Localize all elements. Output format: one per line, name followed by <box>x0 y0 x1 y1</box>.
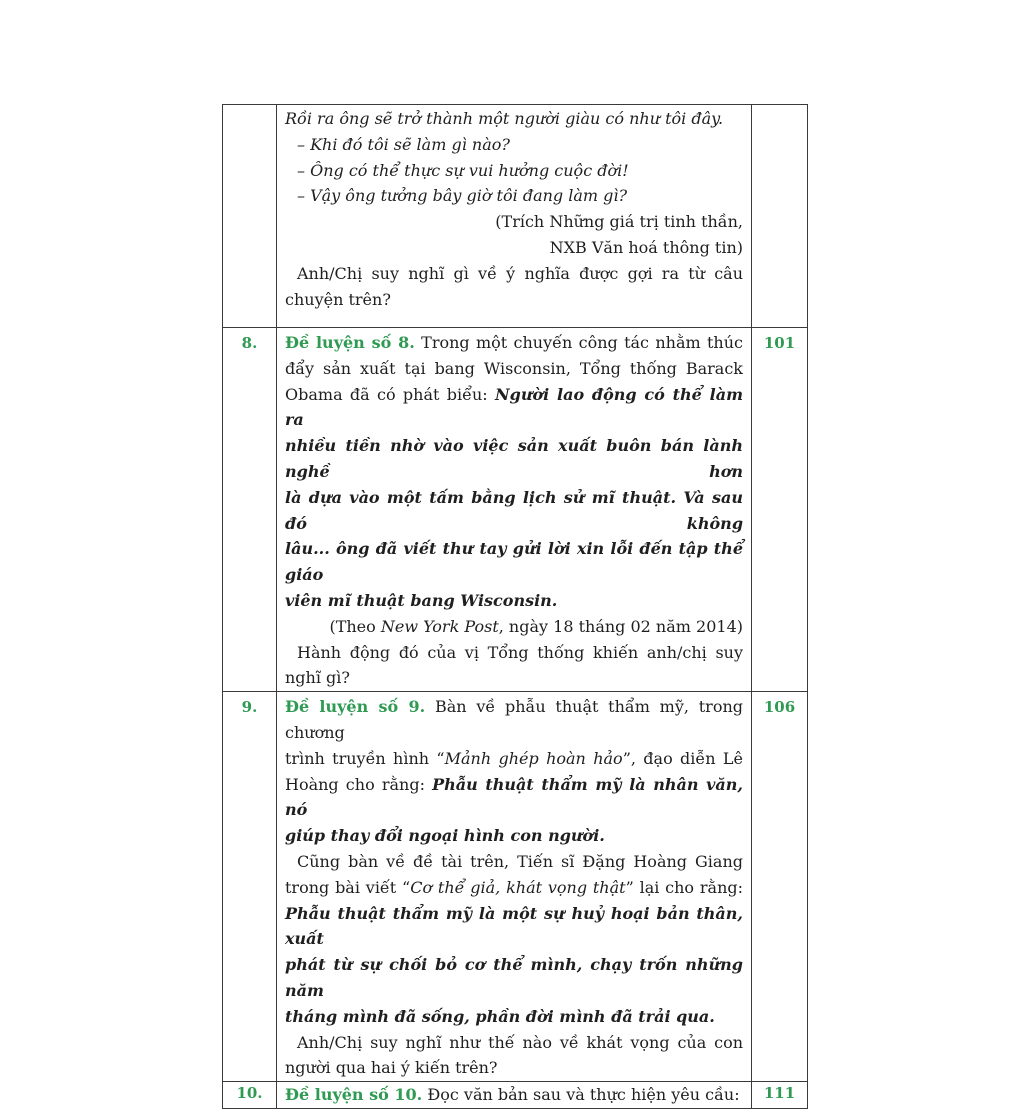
exercise-content <box>277 1082 752 1109</box>
exercise-content <box>277 692 752 1082</box>
table-row <box>223 105 808 328</box>
publisher-text: NXB Văn hoá thông tin) <box>549 237 743 257</box>
page-number: 111 <box>752 1082 808 1109</box>
page-number <box>752 105 808 328</box>
source-citation <box>285 614 743 640</box>
question-line: Hành động đó của vị Tổng thống khiến anh/chị suy <box>297 642 743 662</box>
citation-source: New York Post <box>380 616 499 636</box>
text-span: trình truyền hình “ <box>285 748 445 768</box>
question-line: người qua hai ý kiến trên? <box>285 1058 498 1078</box>
program-title: Mảnh ghép hoàn hảo <box>444 748 623 768</box>
quote-line: lâu... ông đã viết thư tay gửi lời xin lỗi đến tập thể giáo <box>285 539 743 585</box>
quote-line: là dựa vào một tấm bằng lịch sử mĩ thuật. Và sau đó không <box>285 487 743 533</box>
question-line: Anh/Chị suy nghĩ gì về ý nghĩa được gợi ra từ câu <box>297 263 743 283</box>
text-line: Rồi ra ông sẽ trở thành một người giàu có như tôi đây. <box>285 109 724 128</box>
quote-line: Phẫu thuật thẩm mỹ là một sự huỷ hoại bản thân, xuất <box>285 903 743 949</box>
text-line: – Vậy ông tưởng bây giờ tôi đang làm gì? <box>297 186 628 206</box>
quote-line: tháng mình đã sống, phần đời mình đã trải qua. <box>285 1006 715 1026</box>
page-number: 101 <box>752 328 808 692</box>
citation-text: (Theo <box>329 616 376 636</box>
citation-date: , ngày 18 tháng 02 năm 2014) <box>498 616 743 636</box>
quote-line: viên mĩ thuật bang Wisconsin. <box>285 590 558 610</box>
exercise-number: 8. <box>223 328 277 692</box>
quote-span: Phẫu thuật thẩm mỹ là nhân văn, nó <box>285 774 744 820</box>
table-row <box>223 1082 808 1109</box>
text-line <box>285 746 743 772</box>
source-citation <box>285 209 743 235</box>
text-line <box>285 330 743 356</box>
question-line: chuyện trên? <box>285 289 391 309</box>
table-row <box>223 328 808 692</box>
text-line <box>285 1082 743 1108</box>
quote-span: Người lao động có thể làm ra <box>285 384 743 430</box>
text-span: Hoàng cho rằng: <box>285 774 425 794</box>
quote-line: nhiều tiền nhờ vào việc sản xuất buôn bán lành nghề hơn <box>285 436 743 481</box>
text-line: đẩy sản xuất tại bang Wisconsin, Tổng thống Barack <box>285 358 743 378</box>
quote-line: phát từ sự chối bỏ cơ thể mình, chạy trốn những năm <box>285 955 743 1000</box>
exercise-table <box>222 104 808 1109</box>
text-span: trong bài viết “ <box>285 877 411 897</box>
question-line: Anh/Chị suy nghĩ như thế nào về khát vọng của con <box>297 1032 743 1052</box>
quote-line: giúp thay đổi ngoại hình con người. <box>285 826 605 846</box>
text-line <box>285 875 743 901</box>
publisher <box>285 235 743 261</box>
exercise-number: 9. <box>223 692 277 1082</box>
text-line <box>285 382 743 434</box>
text-line: – Ông có thể thực sự vui hưởng cuộc đời! <box>297 160 629 180</box>
question-line: nghĩ gì? <box>285 668 350 688</box>
text-span: Bàn về phẫu thuật thẩm mỹ, trong chương <box>285 697 744 742</box>
exercise-title: Đề luyện số 10. <box>285 1085 423 1105</box>
text-span: Đọc văn bản sau và thực hiện yêu cầu: <box>427 1085 740 1105</box>
page-number: 106 <box>752 692 808 1082</box>
text-line: Cũng bàn về đề tài trên, Tiến sĩ Đặng Hoàng Giang <box>297 851 743 871</box>
citation-text: (Trích Những giá trị tinh thần, <box>495 212 743 232</box>
exercise-content <box>277 328 752 692</box>
exercise-number: 10. <box>223 1082 277 1109</box>
exercise-number <box>223 105 277 328</box>
exercise-content <box>277 105 752 328</box>
text-line <box>285 772 743 824</box>
exercise-title: Đề luyện số 8. <box>285 333 415 352</box>
article-title: Cơ thể giả, khát vọng thật <box>410 877 626 897</box>
text-span: Trong một chuyến công tác nhằm thúc <box>421 333 743 352</box>
text-span: Obama đã có phát biểu: <box>285 384 488 404</box>
text-line: – Khi đó tôi sẽ làm gì nào? <box>297 134 510 154</box>
table-row <box>223 692 808 1082</box>
text-line <box>285 694 743 746</box>
text-span: ” lại cho rằng: <box>625 877 744 897</box>
exercise-title: Đề luyện số 9. <box>285 697 426 717</box>
text-span: ”, đạo diễn Lê <box>622 748 743 768</box>
